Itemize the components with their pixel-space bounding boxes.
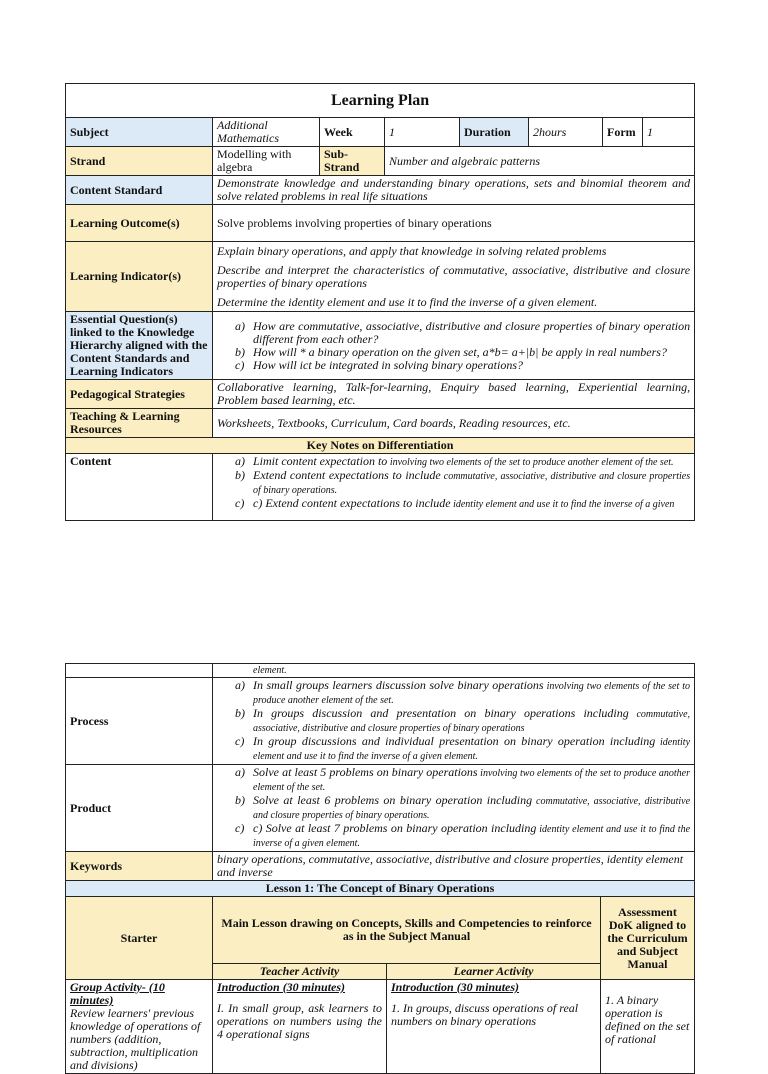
item-text: How will * a binary operation on the given set, a*b= a+|b| be apply in real numbers? (253, 344, 667, 359)
learning-indicator-list (213, 242, 695, 312)
list-item (235, 357, 690, 372)
essential-questions-label: Essential Question(s) linked to the Knowledge Hierarchy aligned with the Content Standards and Learning Indicators (66, 312, 213, 380)
indicator-item: Describe and interpret the characteristics of commutative, associative, distributive and closure properties of binary operations (217, 262, 691, 290)
learning-outcome-label: Learning Outcome(s) (66, 205, 213, 242)
item-detail: involving two elements of the set to produce another element of the set. (387, 457, 674, 468)
item-marker: c) (235, 496, 245, 510)
duration-value: 2hours (529, 118, 603, 147)
learning-plan-table-continued (65, 663, 695, 1074)
indicator-item: Determine the identity element and use it to find the inverse of a given element. (217, 294, 598, 309)
week-value: 1 (385, 118, 460, 147)
list-item (235, 318, 691, 346)
item-detail: involving two elements of the set to produce another element of the set. (253, 768, 691, 793)
item-marker: c) (235, 821, 245, 835)
strand-value: Modelling with algebra (213, 147, 320, 176)
content-standard-label: Content Standard (66, 176, 213, 205)
item-text: Limit content expectation to (253, 454, 388, 468)
starter-text: Review learners' previous knowledge of operations of numbers (addition, subtraction, multiplication and divisions) (70, 1006, 201, 1072)
subject-label: Subject (66, 118, 213, 147)
item-marker: b) (235, 793, 245, 807)
item-detail: identity element and use it to find the inverse of a given element. (253, 824, 691, 849)
item-marker: b) (235, 344, 245, 359)
teacher-text: I. In small group, ask learners to operations on numbers using the 4 operational signs (217, 1001, 382, 1041)
item-text: How will ict be integrated in solving binary operations? (253, 357, 523, 372)
duration-label: Duration (460, 118, 529, 147)
content-standard-value: Demonstrate knowledge and understanding binary operations, sets and binomial theorem and solve related problems in real life situations (213, 176, 695, 205)
item-detail: commutative, associative, distributive and closure properties of binary operations. (253, 471, 691, 496)
starter-title: Group Activity- (10 minutes) (70, 980, 165, 1007)
form-label: Form (603, 118, 643, 147)
list-item (235, 765, 691, 794)
keywords-value: binary operations, commutative, associative, distributive and closure properties, identity element and inverse (213, 852, 695, 881)
keywords-label: Keywords (66, 852, 213, 881)
product-list (213, 765, 695, 852)
item-marker: a) (235, 454, 245, 468)
list-item (235, 734, 691, 763)
assessment-cell: 1. A binary operation is defined on the set of rational (601, 980, 695, 1074)
item-marker: c) (235, 734, 245, 748)
resources-label: Teaching & Learning Resources (66, 409, 213, 438)
teacher-title: Introduction (30 minutes) (217, 980, 346, 994)
item-detail: identity element and use it to find the inverse of a given (450, 499, 675, 510)
differentiation-header: Key Notes on Differentiation (66, 438, 695, 454)
item-text: In small groups learners discussion solve binary operations (253, 678, 544, 692)
week-label: Week (320, 118, 385, 147)
list-item (235, 468, 691, 497)
content-continuation: element. (213, 664, 695, 678)
item-text: Solve at least 5 problems on binary operations (253, 765, 478, 779)
item-marker: a) (235, 765, 245, 779)
page-title: Learning Plan (66, 84, 695, 118)
item-marker: b) (235, 468, 245, 482)
item-detail: commutative, associative, distributive and closure properties of binary operations. (253, 796, 691, 821)
assessment-header: Assessment DoK aligned to the Curriculum and Subject Manual (601, 897, 695, 980)
learner-text: 1. In groups, discuss operations of real numbers on binary operations (391, 1001, 579, 1028)
indicator-item: Explain binary operations, and apply that knowledge in solving related problems (217, 243, 607, 258)
subject-value: Additional Mathematics (213, 118, 320, 147)
pedagogical-label: Pedagogical Strategies (66, 380, 213, 409)
substrand-label: Sub-Strand (320, 147, 385, 176)
content-label: Content (66, 454, 213, 521)
item-detail: involving two elements of the set to produce another element of the set. (253, 681, 691, 706)
resources-value: Worksheets, Textbooks, Curriculum, Card boards, Reading resources, etc. (213, 409, 695, 438)
teacher-activity-header: Teacher Activity (213, 964, 387, 980)
product-label: Product (66, 765, 213, 852)
learner-activity-cell (387, 980, 601, 1074)
item-marker: c) (235, 357, 245, 372)
item-marker: b) (235, 706, 245, 720)
item-text: Extend content expectations to include (253, 468, 441, 482)
content-list (213, 454, 695, 521)
item-detail: commutative, associative, distributive and closure properties of binary operations (253, 709, 691, 734)
essential-questions-list (213, 312, 695, 380)
list-item (235, 706, 691, 735)
item-text: Solve at least 6 problems on binary operation including (253, 793, 533, 807)
list-item (235, 454, 690, 469)
item-text: How are commutative, associative, distributive and closure properties of binary operation different from each other? (253, 318, 691, 346)
item-marker: a) (235, 318, 245, 333)
teacher-activity-cell (213, 980, 387, 1074)
lesson-header: Lesson 1: The Concept of Binary Operations (66, 881, 695, 897)
learner-title: Introduction (30 minutes) (391, 980, 520, 994)
learning-plan-table (65, 83, 695, 521)
list-item (235, 793, 691, 822)
list-item (235, 496, 690, 511)
starter-cell (66, 980, 213, 1074)
pedagogical-value: Collaborative learning, Talk-for-learning, Enquiry based learning, Experiential learning, Problem based learning, etc. (213, 380, 695, 409)
starter-header: Starter (66, 897, 213, 980)
strand-label: Strand (66, 147, 213, 176)
learning-outcome-value: Solve problems involving properties of binary operations (213, 205, 695, 242)
form-value: 1 (643, 118, 695, 147)
learner-activity-header: Learner Activity (387, 964, 601, 980)
item-text: In group discussions and individual presentation on binary operation including (253, 734, 656, 748)
item-text: c) Extend content expectations to include (253, 496, 451, 510)
item-marker: a) (235, 678, 245, 692)
item-detail: identity element and use it to find the inverse of a given element. (253, 737, 691, 762)
process-list (213, 678, 695, 765)
list-item (235, 678, 691, 707)
learning-indicator-label: Learning Indicator(s) (66, 242, 213, 312)
process-label: Process (66, 678, 213, 765)
item-text: In groups discussion and presentation on binary operations including (253, 706, 629, 720)
main-lesson-header: Main Lesson drawing on Concepts, Skills and Competencies to reinforce as in the Subject Manual (213, 897, 601, 964)
substrand-value: Number and algebraic patterns (385, 147, 695, 176)
item-text: c) Solve at least 7 problems on binary operation including (253, 821, 537, 835)
list-item (235, 821, 691, 850)
